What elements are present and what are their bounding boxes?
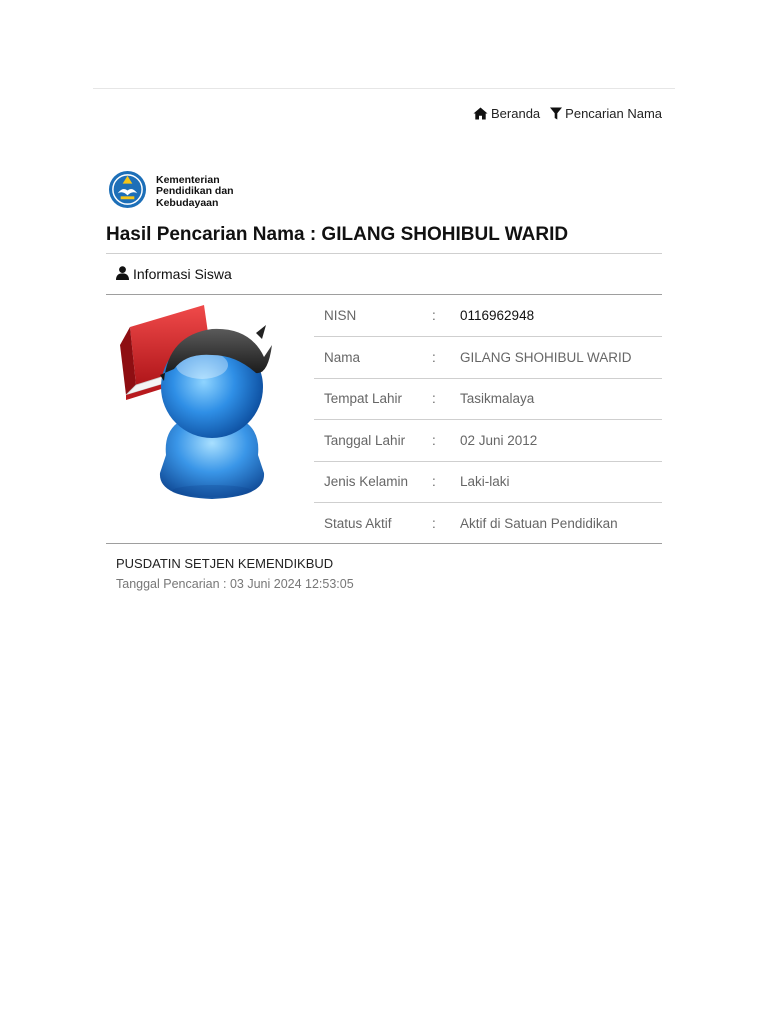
nav-search-label: Pencarian Nama bbox=[565, 106, 662, 121]
student-info-table bbox=[314, 295, 662, 544]
info-value: GILANG SHOHIBUL WARID bbox=[460, 337, 662, 379]
info-separator: : bbox=[432, 308, 436, 323]
page-title: Hasil Pencarian Nama : GILANG SHOHIBUL WARID bbox=[106, 224, 569, 245]
nav-home-label: Beranda bbox=[491, 106, 541, 121]
info-row-status-aktif bbox=[314, 503, 662, 545]
info-value: Laki-laki bbox=[460, 461, 662, 503]
user-icon bbox=[116, 266, 129, 283]
panel-heading: Informasi Siswa bbox=[133, 266, 232, 282]
nav-search-link[interactable] bbox=[550, 106, 662, 121]
info-separator: : bbox=[432, 503, 460, 545]
info-label: Tempat Lahir bbox=[314, 378, 432, 420]
info-separator: : bbox=[432, 337, 460, 379]
footer-org: PUSDATIN SETJEN KEMENDIKBUD bbox=[116, 556, 334, 571]
info-row-nisn bbox=[314, 295, 662, 337]
info-row-jenis-kelamin bbox=[314, 461, 662, 503]
info-separator: : bbox=[432, 420, 460, 462]
info-separator: : bbox=[432, 461, 460, 503]
info-row-nama bbox=[314, 337, 662, 379]
info-value: Tasikmalaya bbox=[460, 378, 662, 420]
ministry-name: Kementerian Pendidikan dan Kebudayaan bbox=[156, 173, 234, 209]
top-divider bbox=[93, 88, 675, 89]
home-icon bbox=[473, 107, 488, 120]
student-avatar bbox=[116, 305, 306, 505]
info-label: NISN bbox=[324, 308, 357, 323]
info-label: Nama bbox=[314, 337, 432, 379]
info-row-tempat-lahir bbox=[314, 378, 662, 420]
student-info-panel bbox=[106, 253, 662, 544]
info-value: 0116962948 bbox=[460, 308, 535, 323]
panel-header bbox=[106, 253, 662, 295]
filter-icon bbox=[550, 107, 562, 120]
info-value: 02 Juni 2012 bbox=[460, 420, 662, 462]
search-timestamp: Tanggal Pencarian : 03 Juni 2024 12:53:05 bbox=[116, 577, 354, 591]
info-row-tanggal-lahir bbox=[314, 420, 662, 462]
nav-home-link[interactable] bbox=[473, 106, 540, 121]
info-label: Status Aktif bbox=[314, 503, 432, 545]
info-value: Aktif di Satuan Pendidikan bbox=[460, 503, 662, 545]
info-label: Tanggal Lahir bbox=[314, 420, 432, 462]
info-separator: : bbox=[432, 378, 460, 420]
tut-wuri-handayani-logo-icon bbox=[108, 170, 147, 214]
ministry-logo bbox=[108, 170, 246, 214]
student-avatar-icon bbox=[116, 305, 306, 505]
info-label: Jenis Kelamin bbox=[314, 461, 432, 503]
top-nav bbox=[473, 106, 662, 121]
panel-body bbox=[106, 295, 662, 544]
page-footer bbox=[116, 556, 354, 591]
